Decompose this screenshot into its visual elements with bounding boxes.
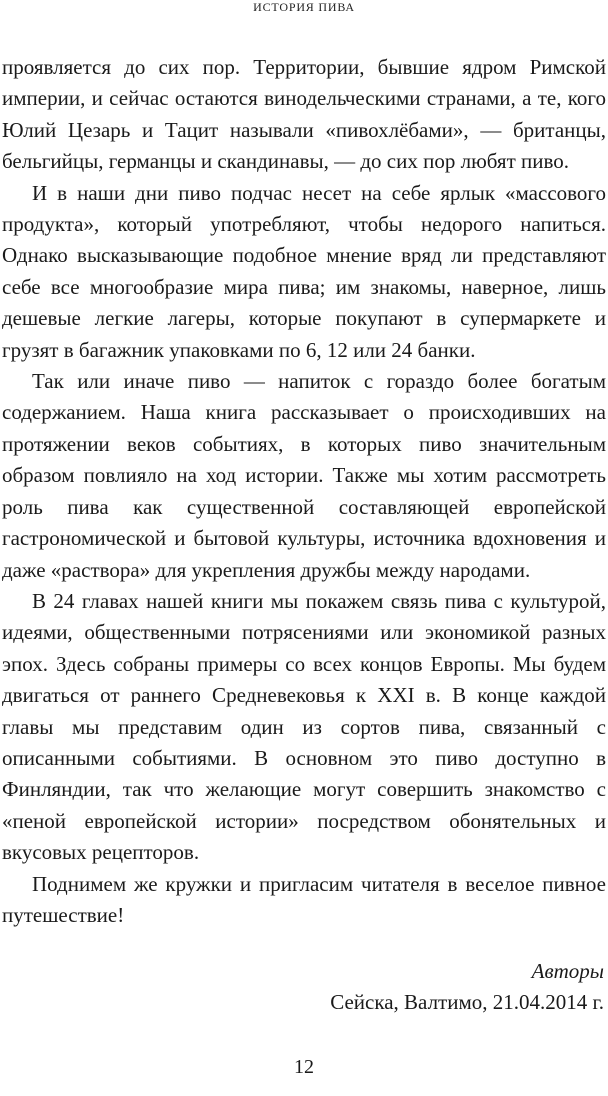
paragraph: В 24 главах нашей книги мы покажем связь пива с культурой, идеями, общественными потрясениями или экономикой разных эпох. Здесь собраны примеры со всех концов Европы. Мы будем двигаться от раннего Средневековья к XXI в. В конце каждой главы мы представим один из сортов пива, связанный с описанными событиями. В основном это пиво доступно в Финляндии, так что желающие могут совершить знакомство с «пеной европейской истории» посредством обонятельных и вкусовых рецепторов. (2, 588, 606, 865)
body-text (2, 52, 606, 931)
running-header: ИСТОРИЯ ПИВА (253, 0, 355, 14)
paragraph: И в наши дни пиво подчас несет на себе ярлык «массового продукта», который употребляют, чтобы недорого напиться. Однако высказывающие подобное мнение вряд ли представляют себе все многообразие мира пива; им знакомы, наверное, лишь дешевые легкие лагеры, которые покупают в супермаркете и грузят в багажник упаковками по 6, 12 или 24 банки. (2, 180, 606, 362)
signature-author: Авторы (531, 959, 604, 983)
page-number: 12 (294, 1056, 314, 1078)
paragraph: Поднимем же кружки и пригласим читателя в веселое пивное путешествие! (2, 871, 606, 927)
signature-block (330, 956, 604, 1019)
paragraph-continuation: проявляется до сих пор. Территории, бывшие ядром Римской империи, и сейчас остаются винодельческими странами, а те, кого Юлий Цезарь и Тацит называли «пивохлёбами», — британцы, бельгийцы, германцы и скандинавы, — до сих пор любят пиво. (2, 55, 606, 174)
paragraph: Так или иначе пиво — напиток с гораздо более богатым содержанием. Наша книга рассказывает о происходивших на протяжении веков событиях, в которых пиво значительным образом повлияло на ход истории. Также мы хотим рассмотреть роль пива как существенной составляющей европейской гастрономической и бытовой культуры, источника вдохновения и даже «раствора» для укрепления дружбы между народами. (2, 369, 606, 582)
signature-place-date: Сейска, Валтимо, 21.04.2014 г. (330, 990, 604, 1015)
